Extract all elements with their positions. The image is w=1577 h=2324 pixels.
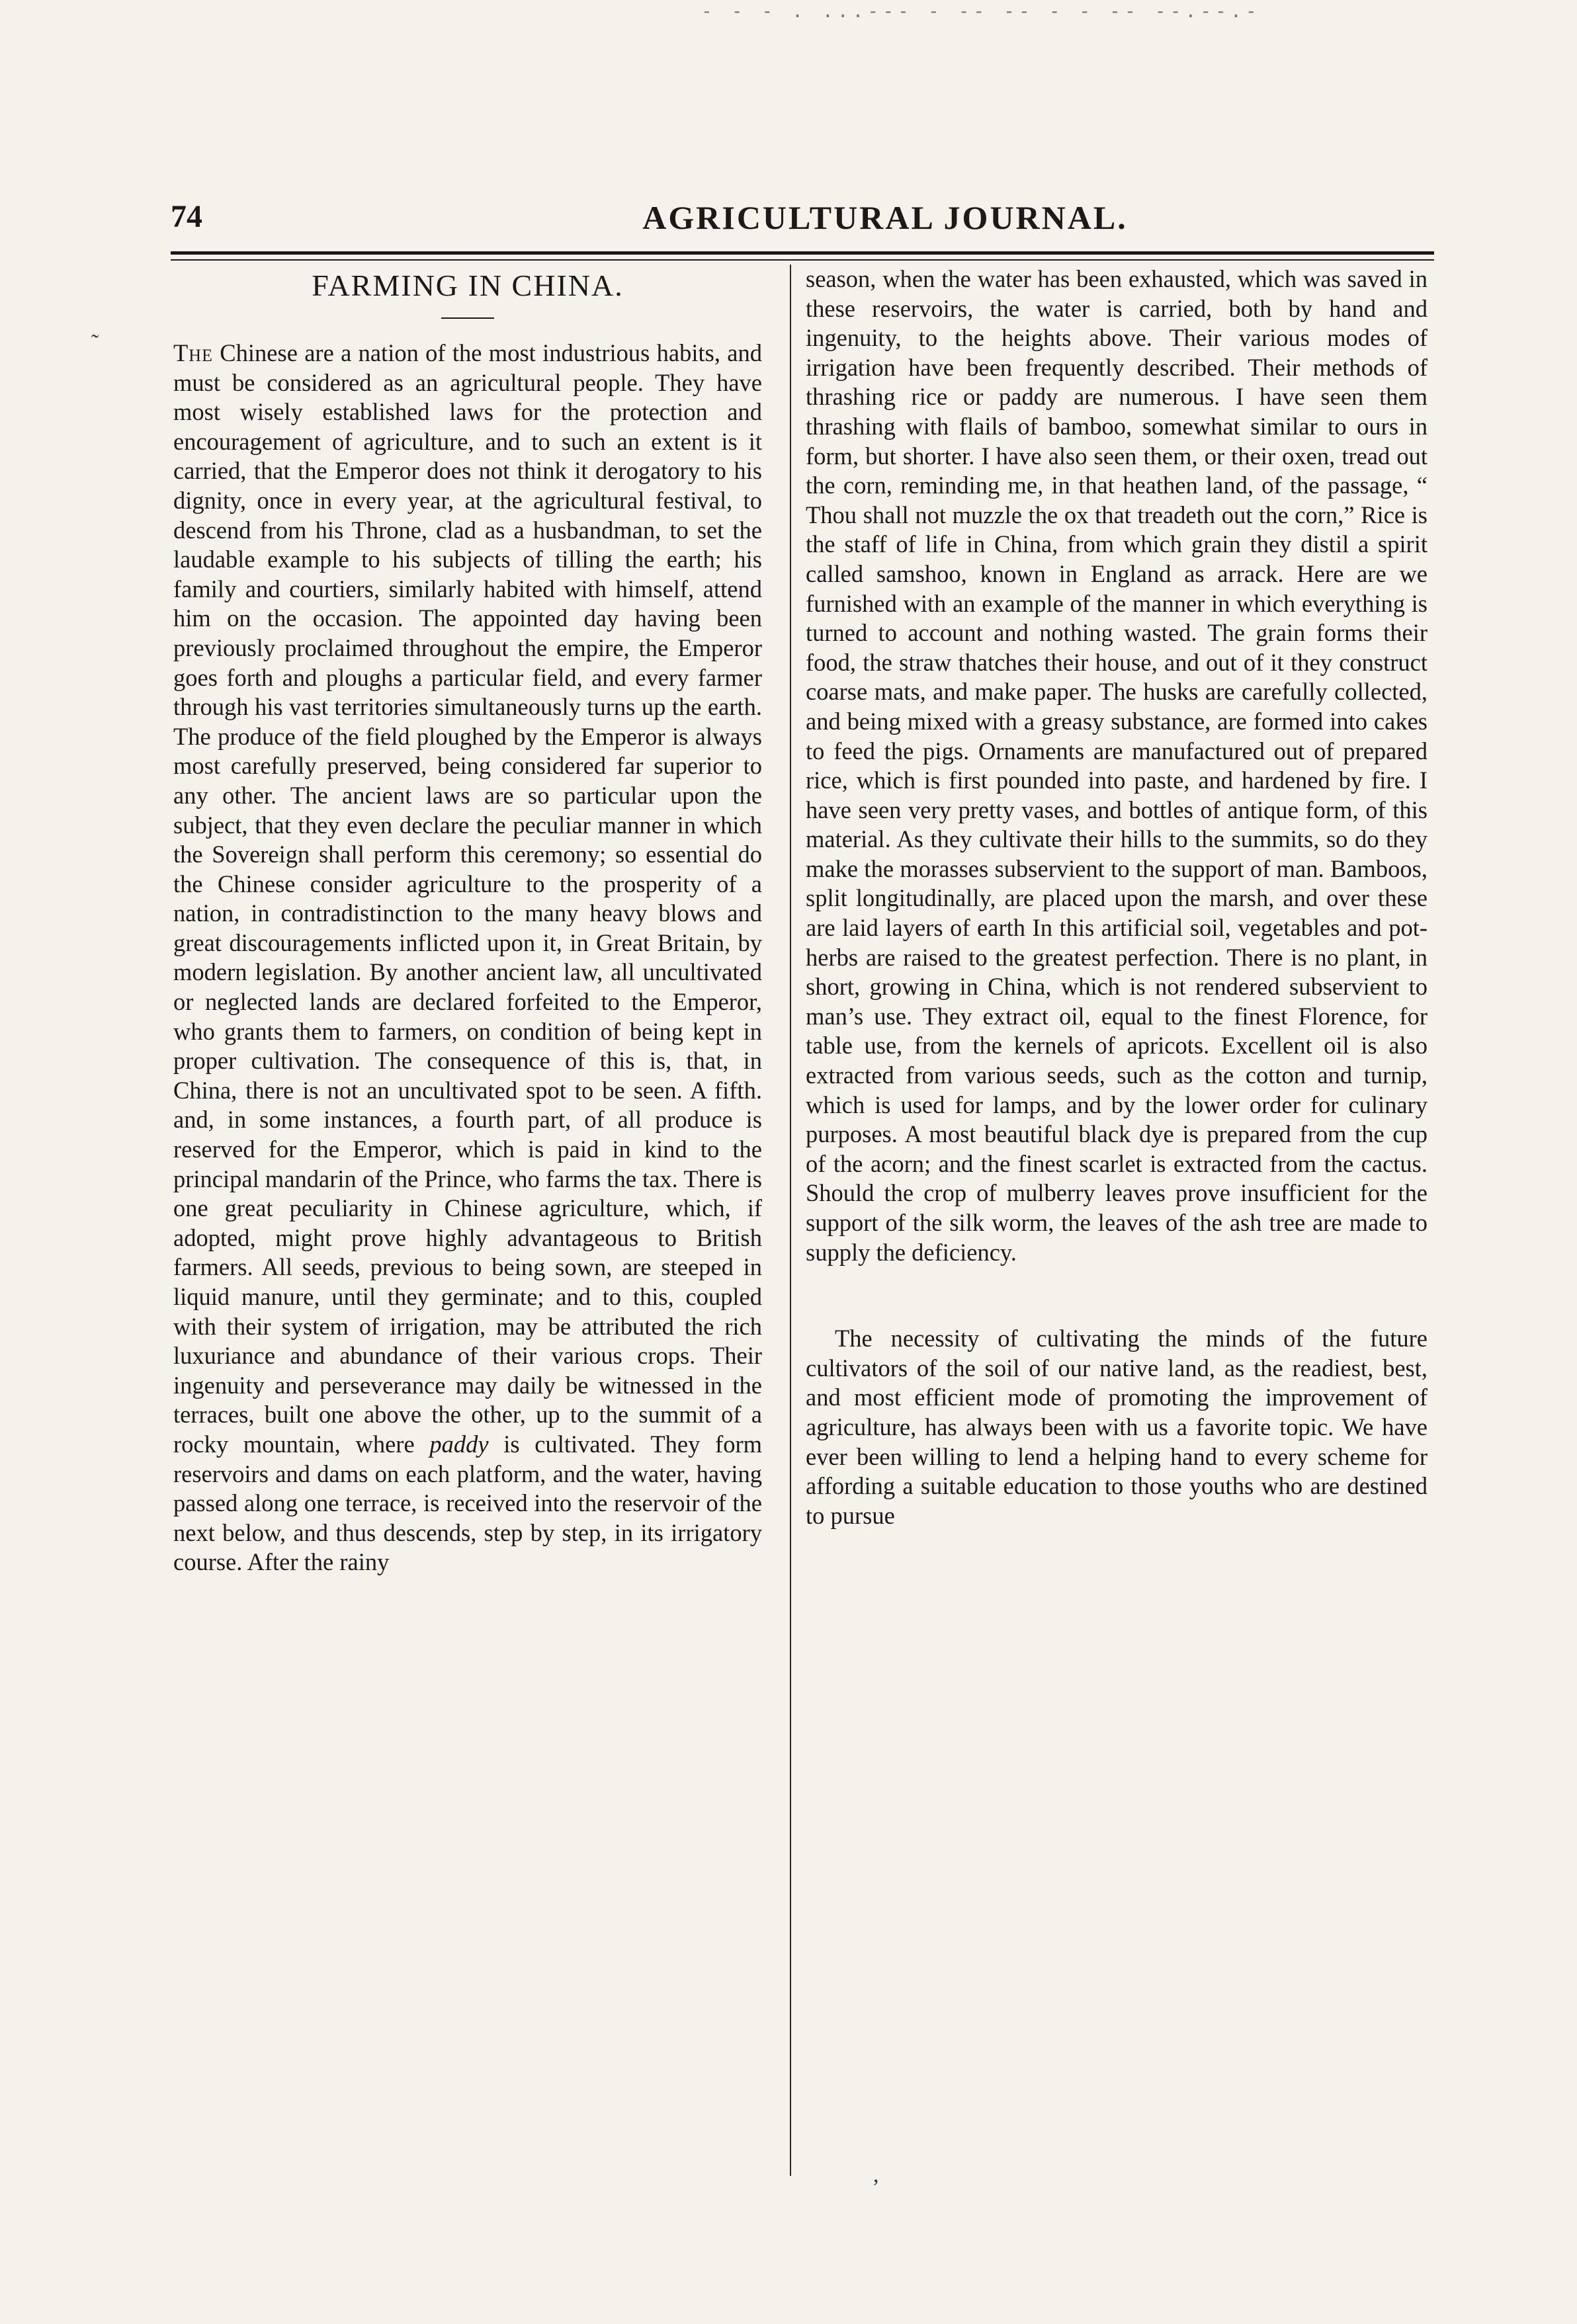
lead-word: The	[173, 339, 213, 366]
paragraph-text-continued: is cultivated. They form reservoirs and dams on each platform, and the water, having passed along one terrace, is received into the reservoir of the next below, and thus descends, step by step, in its irrigatory course. After the rainy	[173, 1430, 763, 1576]
article-title: FARMING IN CHINA.	[312, 269, 624, 302]
margin-mark: ˜	[91, 331, 99, 355]
article-continuation: season, when the water has been exhausted, which was saved in these reservoirs, the water is carried, both by hand and ingenuity, to the heights above. Their various modes of irrigation have been frequently described. Their methods of thrashing rice or paddy are numerous. I have seen them thrashing with flails of bamboo, somewhat similar to ours in form, but shorter. I have also seen them, or their oxen, tread out the corn, reminding me, in that heathen land, of the passage, “ Thou shall not muzzle the ox that treadeth out the corn,” Rice is the staff of life in China, from which grain they distil a spirit called samshoo, known in England as arrack. Here are we furnished with an example of the manner in which everything is turned to account and nothing wasted. The grain forms their food, the straw thatches their house, and out of it they construct coarse mats, and make paper. The husks are carefully collected, and being mixed with a greasy substance, are formed into cakes to feed the pigs. Ornaments are manufactured out of prepared rice, which is first pounded into paste, and hardened by fire. I have seen very pretty vases, and bottles of antique form, of this material. As they cultivate their hills to the summits, so do they make the morasses subservient to the support of man. Bamboos, split longitudinally, are placed upon the marsh, and over these are laid layers of earth In this artificial soil, vegetables and pot-herbs are raised to the greatest perfection. There is no plant, in short, growing in China, which is not rendered subservient to man’s use. They extract oil, equal to the finest Florence, for table use, from the kernels of apricots. Excellent oil is also extracted from various seeds, such as the cotton and turnip, which is used for lamps, and by the lower order for culinary purposes. A most beautiful black dye is prepared from the cup of the acorn; and the finest scarlet is extracted from the cactus. Should the crop of mulberry leaves prove insufficient for the support of the silk worm, the leaves of the ash tree are made to supply the deficiency.	[806, 265, 1428, 1266]
left-column	[173, 265, 762, 1577]
header-rule-thin	[171, 259, 1434, 261]
italic-word: paddy	[429, 1430, 489, 1458]
title-rule	[441, 317, 494, 319]
article-gap	[806, 1267, 1428, 1324]
header-rule-thick	[171, 251, 1434, 255]
second-article-paragraph: The necessity of cultivating the minds of the future cultivators of the soil of our native land, as the readiest, best, and most efficient mode of promoting the improvement of agriculture, has always been with us a favorite topic. We have ever been willing to lend a helping hand to every scheme for affording a suitable education to those youths who are destined to pursue	[806, 1325, 1428, 1529]
right-column	[806, 265, 1428, 1530]
page-header	[171, 198, 1434, 245]
page-number: 74	[171, 199, 202, 234]
footer-mark: ,	[873, 2163, 879, 2187]
running-head: AGRICULTURAL JOURNAL.	[642, 199, 1128, 236]
column-divider	[790, 265, 791, 2176]
paragraph-text: Chinese are a nation of the most industrious habits, and must be considered as an agricultural people. They have most wisely established laws for the protection and encouragement of agriculture, and to such an extent is it carried, that the Emperor does not think it derogatory to his dignity, once in every year, at the agricultural festival, to descend from his Throne, clad as a husbandman, to set the laudable example to his subjects of tilling the earth; his family and courtiers, similarly habited with himself, attend him on the occasion. The appointed day having been previously proclaimed throughout the empire, the Emperor goes forth and ploughs a particular field, and every farmer through his vast territories simultaneously turns up the earth. The produce of the field ploughed by the Emperor is always most carefully preserved, being considered far superior to any other. The ancient laws are so particular upon the subject, that they even declare the peculiar manner in which the Sovereign shall perform this ceremony; so essential do the Chinese consider agriculture to the prosperity of a nation, in contradistinction to the many heavy blows and great discouragements inflicted upon it, in Great Britain, by modern legislation. By another ancient law, all uncultivated or neglected lands are declared forfeited to the Emperor, who grants them to farmers, on condition of being kept in proper cultivation. The consequence of this is, that, in China, there is not an uncultivated spot to be seen. A fifth. and, in some instances, a fourth part, of all produce is reserved for the Emperor, which is paid in kind to the principal mandarin of the Prince, who farms the tax. There is one great peculiarity in Chinese agriculture, which, if adopted, might prove highly advantageous to British farmers. All seeds, previous to being sown, are steeped in liquid manure, until they germinate; and to this, coupled with their system of irrigation, may be attributed the rich luxuriance and abundance of their various crops. Their ingenuity and perseverance may daily be witnessed in the terraces, built one above the other, up to the summit of a rocky mountain, where	[173, 339, 763, 1458]
article-paragraph	[173, 339, 762, 1577]
print-specks: - - - . ...--- - -- -- - - -- --.--.-	[701, 0, 1261, 22]
